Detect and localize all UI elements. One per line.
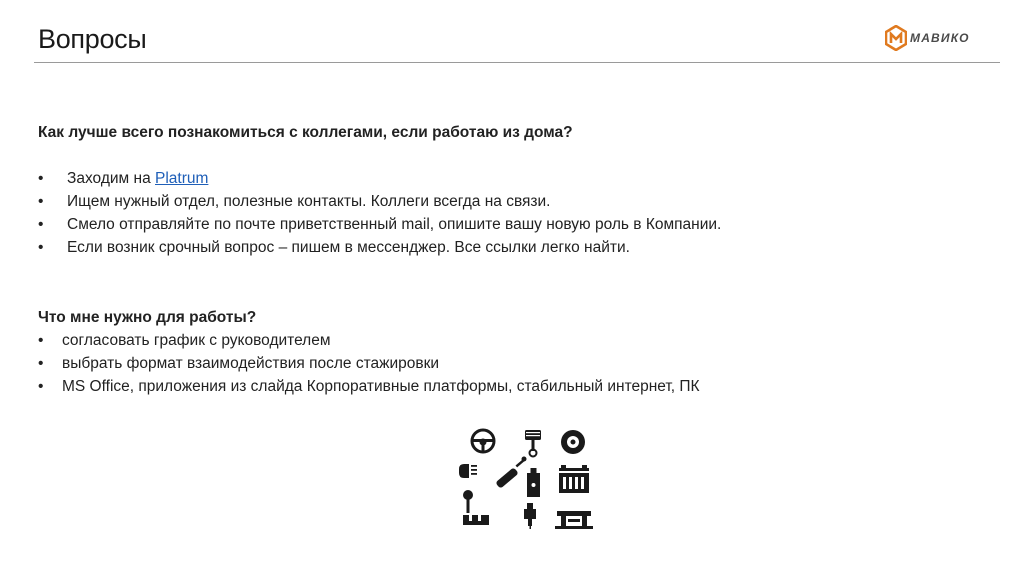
bullet: • [38, 170, 44, 187]
spark-plug-icon [524, 503, 536, 529]
list-item-text: согласовать график с руководителем [62, 332, 331, 349]
list-item-text: Заходим на [67, 170, 155, 187]
title-divider [34, 62, 1000, 63]
bullet: • [38, 332, 44, 349]
gear-shift-icon [463, 490, 489, 525]
piston-icon [525, 430, 541, 457]
auto-parts-icons [455, 425, 605, 530]
bullet: • [38, 193, 44, 210]
muffler-icon [495, 457, 526, 489]
battery-icon [559, 465, 589, 493]
steering-wheel-icon [472, 430, 494, 452]
list-item-text: Ищем нужный отдел, полезные контакты. Коллеги всегда на связи. [67, 193, 551, 210]
headlight-icon [459, 464, 477, 478]
bullet: • [38, 378, 44, 395]
section2-heading: Что мне нужно для работы? [38, 309, 257, 326]
section1-heading: Как лучше всего познакомиться с коллегами, если работаю из дома? [38, 124, 573, 141]
bullet: • [38, 239, 44, 256]
list-item-text: выбрать формат взаимодействия после стажировки [62, 355, 440, 372]
logo-text: МАВИКО [910, 31, 970, 45]
list-item-text: Если возник срочный вопрос – пишем в мессенджер. Все ссылки легко найти. [67, 239, 630, 256]
tire-icon [561, 430, 585, 454]
list-item-text: MS Office, приложения из слайда Корпоративные платформы, стабильный интернет, ПК [62, 378, 700, 395]
bullet: • [38, 355, 44, 372]
list-item-text: Смело отправляйте по почте приветственный mail, опишите вашу новую роль в Компании. [67, 216, 722, 233]
jack-icon [555, 511, 593, 529]
slide-title: Вопросы [38, 24, 147, 54]
company-logo [885, 25, 970, 51]
mavico-logo-icon [885, 25, 907, 51]
platrum-link[interactable]: Platrum [155, 170, 209, 187]
oil-can-icon [527, 468, 540, 497]
bullet: • [38, 216, 44, 233]
